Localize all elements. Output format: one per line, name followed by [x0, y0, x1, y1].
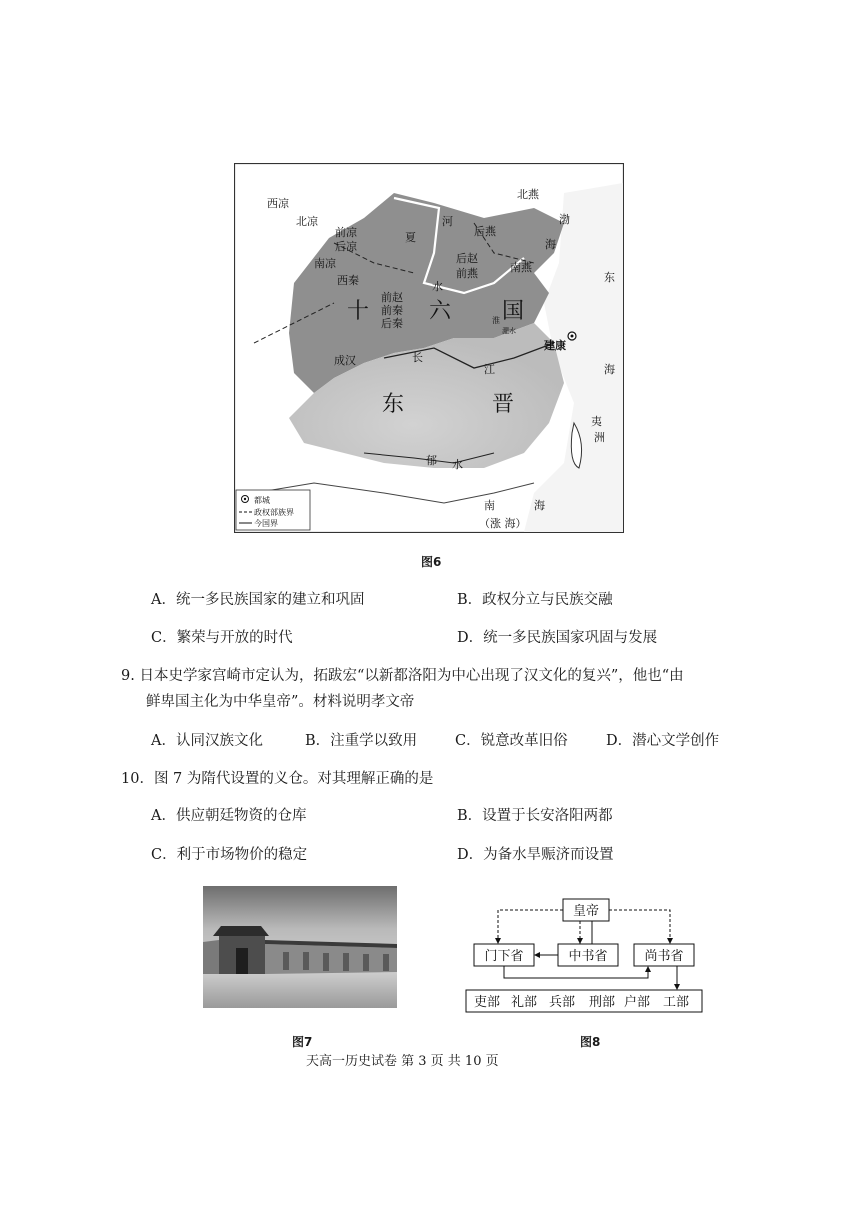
map-label-beiliang: 北凉: [296, 215, 318, 228]
map-label-he: 河: [442, 215, 453, 228]
ministry-label: 礼部: [510, 995, 538, 1010]
map-label-yu: 郁: [426, 454, 437, 467]
ministry-label: 吏部: [473, 995, 501, 1010]
q9-option-b: B．注重学以致用: [305, 733, 418, 749]
figure-6-caption: 图6: [421, 555, 442, 569]
node-menxia: 门下省: [484, 949, 524, 964]
map-label-houzhao: 后赵: [456, 252, 478, 265]
map-label-chang: 长: [412, 351, 423, 364]
q8-option-c: C．繁荣与开放的时代: [151, 630, 293, 646]
map-label-dong: 东: [382, 392, 405, 417]
figure-6-map: [234, 163, 624, 533]
map-label-houyan: 后燕: [474, 225, 496, 238]
map-label-hai-bohai: 海: [545, 238, 556, 251]
q8-option-b: B．政权分立与民族交融: [457, 592, 613, 608]
map-label-guo: 国: [502, 299, 525, 324]
map-label-donghai-2: 海: [604, 363, 615, 376]
q8-option-a: A．统一多民族国家的建立和巩固: [151, 592, 365, 608]
q10-stem: 10．图 7 为隋代设置的义仓。对其理解正确的是: [121, 771, 434, 787]
map-label-shui-yellow: 水: [432, 280, 443, 293]
legend-boundary: 政权部族界: [254, 508, 294, 517]
map-label-houqin: 后秦: [381, 317, 403, 330]
map-label-qianyan: 前燕: [456, 267, 478, 280]
map-label-qianliang: 前凉: [335, 226, 357, 239]
map-label-huai: 淮: [492, 316, 500, 325]
q9-option-a: A．认同汉族文化: [151, 733, 263, 749]
map-label-liu: 六: [429, 299, 452, 324]
map-label-yi: 夷: [591, 415, 602, 428]
q10-option-d: D．为备水旱赈济而设置: [457, 847, 614, 863]
legend-modern: 今国界: [254, 519, 278, 528]
ministry-label: 户部: [623, 995, 651, 1010]
q10-option-b: B．设置于长安洛阳两都: [457, 808, 613, 824]
map-label-donghai-1: 东: [604, 271, 615, 284]
q8-option-d: D．统一多民族国家巩固与发展: [457, 630, 658, 646]
map-label-hai-south: 海: [534, 499, 545, 512]
ministry-label: 工部: [662, 995, 690, 1010]
map-label-jiankang: 建康: [544, 339, 566, 352]
map-label-qianqin: 前秦: [381, 304, 403, 317]
node-shangshu: 尚书省: [644, 949, 684, 964]
map-label-zhanghai: （涨 海）: [479, 517, 527, 530]
q9-stem-line1: 9. 日本史学家宫崎市定认为，拓跋宏“以新都洛阳为中心出现了汉文化的复兴”，他也“由: [121, 668, 684, 684]
figure-8-diagram: [462, 892, 712, 1020]
map-label-huai-shui: 淝水: [502, 327, 516, 335]
map-label-beiyan: 北燕: [517, 188, 539, 201]
map-label-xiliang: 西凉: [267, 197, 289, 210]
map-label-nanliang: 南凉: [314, 257, 336, 270]
map-label-nan: 南: [484, 499, 495, 512]
figure-7-caption: 图7: [292, 1035, 313, 1049]
map-legend: [236, 490, 310, 530]
q10-option-a: A．供应朝廷物资的仓库: [151, 808, 307, 824]
figure-7-photo: [203, 886, 397, 1008]
map-label-shi: 十: [347, 299, 370, 324]
q9-option-d: D．潜心文学创作: [606, 733, 720, 749]
map-label-yu-shui: 水: [452, 458, 463, 471]
q10-option-c: C．利于市场物价的稳定: [151, 847, 308, 863]
legend-capital: 都城: [254, 496, 270, 505]
map-label-qianzhao: 前赵: [381, 291, 403, 304]
ministry-label: 兵部: [548, 995, 576, 1010]
map-label-xiqin: 西秦: [337, 274, 359, 287]
map-label-nanyan: 南燕: [510, 261, 532, 274]
page-footer: 天高一历史试卷 第 3 页 共 10 页: [306, 1054, 499, 1069]
map-label-zhou: 洲: [594, 431, 605, 444]
figure-8-caption: 图8: [580, 1035, 601, 1049]
map-label-xia: 夏: [405, 231, 416, 244]
node-emperor: 皇帝: [572, 904, 600, 919]
map-label-jiang: 江: [484, 363, 495, 376]
q9-option-c: C．锐意改革旧俗: [455, 733, 568, 749]
q9-stem-line2: 鲜卑国主化为中华皇帝”。材料说明孝文帝: [146, 694, 415, 710]
map-label-chenghan: 成汉: [334, 354, 356, 367]
map-label-jin: 晋: [492, 392, 515, 417]
map-label-houliang: 后凉: [335, 240, 357, 253]
ministry-label: 刑部: [588, 995, 616, 1010]
node-zhongshu: 中书省: [568, 949, 608, 964]
map-label-bo: 渤: [559, 213, 570, 226]
